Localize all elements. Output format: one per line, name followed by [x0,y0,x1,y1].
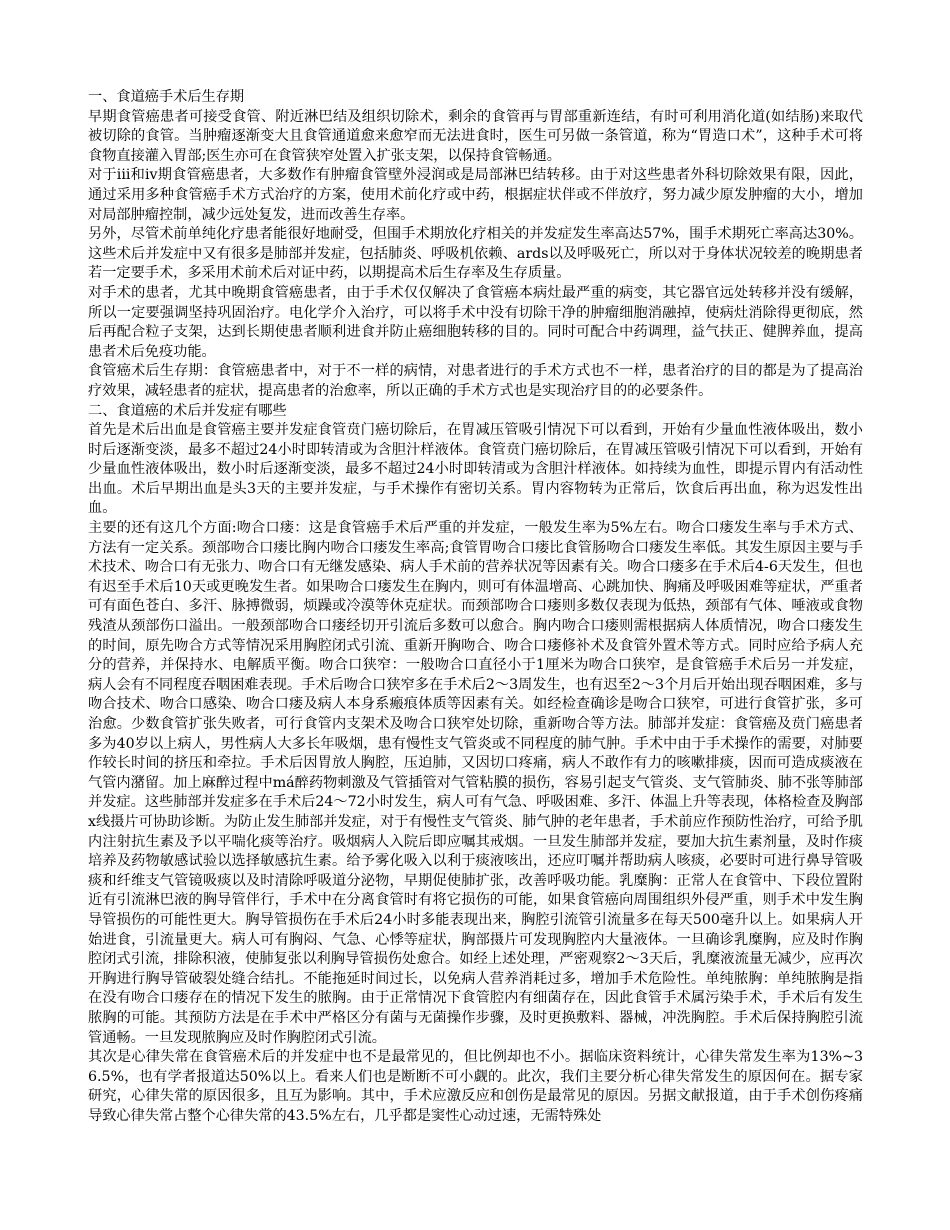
paragraph-survival-summary: 食管癌术后生存期：食管癌患者中，对于不一样的病情，对患者进行的手术方式也不一样，患者治疗的目的都是为了提高治疗效果，减轻患者的症状，提高患者的治愈率，所以正确的手术方式也是实现治疗目的的必要条件。 [88,363,863,399]
paragraph-consolidation-therapy: 对手术的患者，尤其中晚期食管癌患者，由于手术仅仅解决了食管癌本病灶最严重的病变，其它器官远处转移并没有缓解，所以一定要强调坚持巩固治疗。电化学介入治疗，可以将手术中没有切除干净的肿瘤细胞消融掉，使病灶消除得更彻底，然后再配合粒子支架，达到长期使患者顺利进食并防止癌细胞转移的目的。同时可配合中药调理，益气扶正、健脾养血，提高患者术后免疫功能。 [88,284,863,360]
section-heading-complications: 二、食道癌的术后并发症有哪些 [88,402,287,419]
paragraph-advanced-stage: 对于iii和iv期食管癌患者，大多数作有肿瘤食管壁外浸润或是局部淋巴结转移。由于对这些患者外科切除效果有限，因此，通过采用多种食管癌手术方式治疗的方案，使用术前化疗或中药，根据症状伴或不伴放疗，努力减少原发肿瘤的大小，增加对局部肿瘤控制，减少远处复发，进而改善生存率。 [88,167,863,223]
paragraph-arrhythmia: 其次是心律失常在食管癌术后的并发症中也不是最常见的，但比例却也不小。据临床资料统计，心律失常发生率为13%~36.5%，也有学者报道达50%以上。看来人们也是断断不可小觑的。此次，我们主要分析心律失常发生的原因何在。据专家研究，心律失常的原因很多，且互为影响。其中，手术应激反应和创伤是最常见的原因。另据文献报道，由于手术创伤疼痛导致心律失常占整个心律失常的43.5%左右，几乎都是窦性心动过速，无需特殊处 [88,1049,863,1124]
paragraph-complication-rates: 另外，尽管术前单纯化疗患者能很好地耐受，但围手术期放化疗相关的并发症发生率高达57%，围手术期死亡率高达30%。这些术后并发症中又有很多是肺部并发症，包括肺炎、呼吸机依赖、ards以及呼吸死亡，所以对于身体状况较差的晚期患者若一定要手术，多采用术前术后对证中药，以期提高术后生存率及生存质量。 [88,226,863,282]
document-body [88,88,863,1126]
paragraph-bleeding: 首先是术后出血是食管癌主要并发症食管贲门癌切除后，在胃减压管吸引情况下可以看到，开始有少量血性液体吸出，数小时后逐渐变淡，最多不超过24小时即转清或为含胆汁样液体。食管贲门癌切除后，在胃减压管吸引情况下可以看到，开始有少量血性液体吸出，数小时后逐渐变淡，最多不超过24小时即转清或为含胆汁样液体。如持续为血性，即提示胃内有活动性出血。术后早期出血是头3天的主要并发症，与手术操作有密切关系。胃内容物转为正常后，饮食后再出血，称为迟发性出血。 [88,422,863,517]
paragraph-early-surgery: 早期食管癌患者可接受食管、附近淋巴结及组织切除术，剩余的食管再与胃部重新连结，有时可利用消化道(如结肠)来取代被切除的食管。当肿瘤逐渐变大且食管通道愈来愈窄而无法进食时，医生可另做一条管道，称为“胃造口术”，这种手术可将食物直接灌入胃部;医生亦可在食管狭窄处置入扩张支架，以保持食管畅通。 [88,108,863,164]
section-heading-survival: 一、食道癌手术后生存期 [88,89,245,105]
paragraph-main-complications: 主要的还有这几个方面:吻合口瘘：这是食管癌手术后严重的并发症，一般发生率为5%左右。吻合口瘘发生率与手术方式、方法有一定关系。颈部吻合口瘘比胸内吻合口瘘发生率高;食管胃吻合口瘘比食管肠吻合口瘘发生率低。其发生原因主要与手术技术、吻合口有无张力、吻合口有无继发感染、病人手术前的营养状况等因素有关。吻合口瘘多在手术后4-6天发生，但也有迟至手术后10天或更晚发生者。如果吻合口瘘发生在胸内，则可有体温增高、心跳加快、胸痛及呼吸困难等症状，严重者可有面色苍白、多汗、脉搏微弱，烦躁或冷漠等休克症状。而颈部吻合口瘘则多数仅表现为低热，颈部有气体、唾液或食物残渣从颈部伤口溢出。一般颈部吻合口瘘经切开引流后多数可以愈合。胸内吻合口瘘则需根据病人体质情况，吻合口瘘发生的时间，原先吻合方式等情况采用胸腔闭式引流、重新开胸吻合、吻合口瘘修补术及食管外置术等方式。同时应给予病人充分的营养，并保持水、电解质平衡。吻合口狭窄：一般吻合口直径小于1厘米为吻合口狭窄，是食管癌手术后另一并发症，病人会有不同程度吞咽困难表现。手术后吻合口狭窄多在手术后2～3周发生，也有迟至2～3个月后开始出现吞咽困难，多与吻合技术、吻合口感染、吻合口瘘及病人本身系瘢痕体质等因素有关。如经检查确诊是吻合口狭窄，可进行食管扩张，多可治愈。少数食管扩张失败者，可行食管内支架术及吻合口狭窄处切除，重新吻合等方法。肺部并发症：食管癌及贲门癌患者多为40岁以上病人，男性病人大多长年吸烟，患有慢性支气管炎或不同程度的肺气肿。手术中由于手术操作的需要，对肺要作较长时间的挤压和牵拉。手术后因胃放人胸腔，压迫肺，又因切口疼痛，病人不敢作有力的咳嗽排痰，因而可造成痰液在气管内潴留。加上麻醉过程中má醉药物刺激及气管插管对气管粘膜的损伤，容易引起支气管炎、支气管肺炎、肺不张等肺部并发症。这些肺部并发症多在手术后24～72小时发生，病人可有气急、呼吸困难、多汗、体温上升等表现，体格检查及胸部x线摄片可协助诊断。为防止发生肺部并发症，对于有慢性支气管炎、肺气肿的老年患者，手术前应作预防性治疗，可给予肌内注射抗生素及予以平喘化痰等治疗。吸烟病人入院后即应嘱其戒烟。一旦发生肺部并发症，要加大抗生素剂量，及时作痰培养及药物敏感试验以选择敏感抗生素。给予雾化吸入以利于痰液咳出，还应叮嘱并帮助病人咳痰，必要时可进行鼻导管吸痰和纤维支气管镜吸痰以及时清除呼吸道分泌物，早期促使肺扩张，改善呼吸功能。乳糜胸：正常人在食管中、下段位置附近有引流淋巴液的胸导管伴行，手术中在分离食管时有将它损伤的可能，如果食管癌向周围组织外侵严重，则手术中发生胸导管损伤的可能性更大。胸导管损伤在手术后24小时多能表现出来，胸腔引流管引流量多在每天500毫升以上。如果病人开始进食，引流量更大。病人可有胸闷、气急、心悸等症状，胸部摄片可发现胸腔内大量液体。一旦确诊乳糜胸，应及时作胸腔闭式引流，排除积液，使肺复张以利胸导管损伤处愈合。如经上述处理，严密观察2～3天后，乳糜液流量无减少，应再次开胸进行胸导管破裂处缝合结扎。不能拖延时间过长，以免病人营养消耗过多，增加手术危险性。单纯脓胸：单纯脓胸是指在没有吻合口瘘存在的情况下发生的脓胸。由于正常情况下食管腔内有细菌存在，因此食管手术属污染手术，手术后有发生脓胸的可能。其预防方法是在手术中严格区分有菌与无菌操作步骤，及时更换敷料、器械，冲洗胸腔。手术后保持胸腔引流管通畅。一旦发现脓胸应及时作胸腔闭式引流。 [88,520,863,1046]
